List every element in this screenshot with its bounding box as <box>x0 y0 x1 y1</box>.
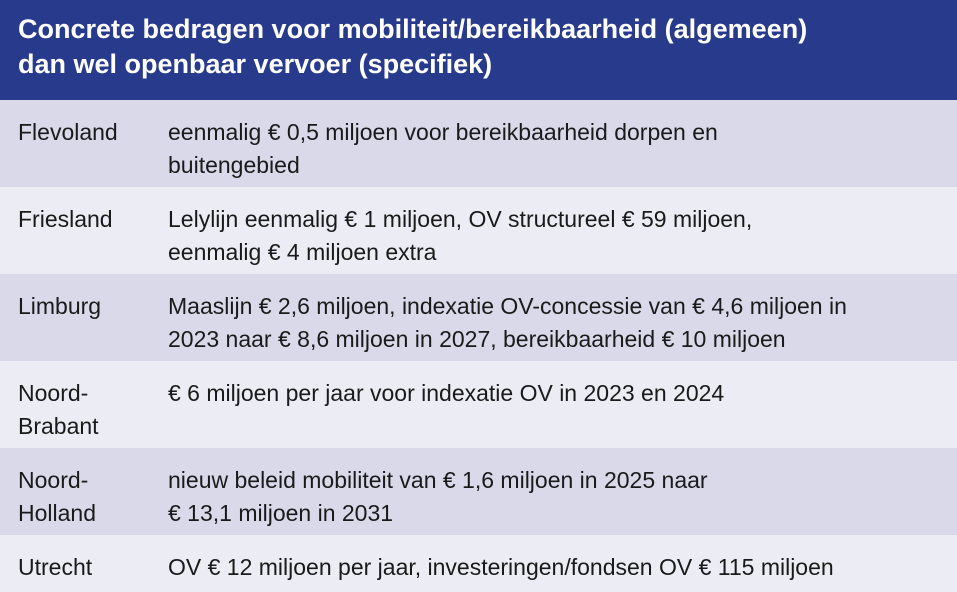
province-name: Flevoland <box>18 119 118 145</box>
table-header <box>0 0 957 100</box>
table-row-friesland <box>0 187 957 274</box>
description-line: Maaslijn € 2,6 miljoen, indexatie OV-concessie van € 4,6 miljoen in <box>168 293 847 319</box>
description-cell <box>168 464 957 535</box>
description-cell <box>168 116 957 187</box>
province-cell <box>0 377 168 448</box>
description-line: € 13,1 miljoen in 2031 <box>168 500 394 526</box>
description-cell <box>168 551 957 592</box>
table-row-utrecht <box>0 535 957 592</box>
description-cell <box>168 203 957 274</box>
province-cell <box>0 116 168 187</box>
description-line: eenmalig € 4 miljoen extra <box>168 239 437 265</box>
province-name: Limburg <box>18 293 102 319</box>
description-cell <box>168 377 957 448</box>
description-cell <box>168 290 957 361</box>
province-name: Noord- <box>18 380 89 406</box>
description-line: Lelylijn eenmalig € 1 miljoen, OV structureel € 59 miljoen, <box>168 206 753 232</box>
description-line: OV € 12 miljoen per jaar, investeringen/fondsen OV € 115 miljoen <box>168 554 834 580</box>
description-line: nieuw beleid mobiliteit van € 1,6 miljoen in 2025 naar <box>168 467 708 493</box>
description-line: eenmalig € 0,5 miljoen voor bereikbaarheid dorpen en <box>168 119 718 145</box>
description-line: buitengebied <box>168 152 300 178</box>
table-row-noord-holland <box>0 448 957 535</box>
table-row-limburg <box>0 274 957 361</box>
description-line: 2023 naar € 8,6 miljoen in 2027, bereikbaarheid € 10 miljoen <box>168 326 786 352</box>
province-name: Friesland <box>18 206 113 232</box>
province-name-cont: Holland <box>18 500 96 526</box>
province-cell <box>0 464 168 535</box>
table-row-flevoland <box>0 100 957 187</box>
header-title-line-1: Concrete bedragen voor mobiliteit/bereikbaarheid (algemeen) <box>18 14 808 44</box>
province-name: Noord- <box>18 467 89 493</box>
province-cell <box>0 290 168 361</box>
table-row-noord-brabant <box>0 361 957 448</box>
province-cell <box>0 203 168 274</box>
description-line: € 6 miljoen per jaar voor indexatie OV in 2023 en 2024 <box>168 380 725 406</box>
province-name-cont: Brabant <box>18 413 99 439</box>
province-cell <box>0 551 168 592</box>
province-name: Utrecht <box>18 554 93 580</box>
header-title-line-2: dan wel openbaar vervoer (specifiek) <box>18 49 493 79</box>
